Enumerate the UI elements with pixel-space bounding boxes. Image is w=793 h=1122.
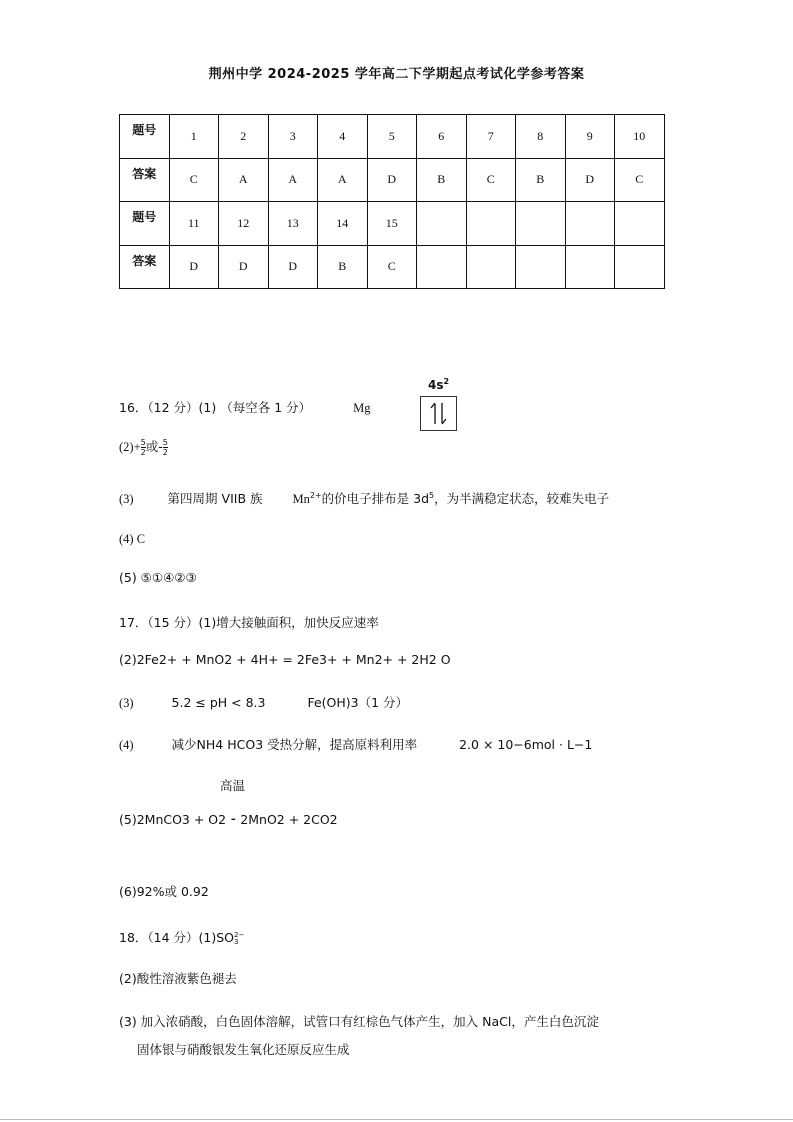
table-cell: 4 (318, 115, 368, 159)
table-cell (516, 245, 566, 289)
table-cell: C (169, 158, 219, 202)
q16-heading (119, 398, 370, 416)
table-cell: D (169, 245, 219, 289)
table-cell (565, 245, 615, 289)
q17-part4: (4) 减少NH4 HCO3 受热分解，提高原料利用率 2.0 × 10−6mol · L−1 (119, 737, 593, 752)
q18-part2: (2)酸性溶液紫色褪去 (119, 971, 237, 986)
q18-part3-line1: (3) 加入浓硝酸，白色固体溶解，试管口有红棕色气体产生，加入 NaCl，产生白色沉淀 (119, 1014, 599, 1029)
table-cell: 9 (565, 115, 615, 159)
page-title: 荆州中学 2024-2025 学年高二下学期起点考试化学参考答案 (208, 67, 585, 82)
q16-part4: (4) C (119, 532, 146, 546)
table-cell: 14 (318, 202, 368, 246)
answer-table (119, 114, 665, 289)
row-label: 题号 (120, 202, 170, 246)
table-cell: 12 (219, 202, 269, 246)
table-cell: 15 (367, 202, 417, 246)
q17-heading: 17．（15 分）(1)增大接触面积，加快反应速率 (119, 615, 379, 630)
row-label: 答案 (120, 158, 170, 202)
q16-part3: (3) 第四周期 VIIB 族 $Mn^{2+}$的价电子排布是 $3d^5$，为半满稳定状态，较难失电子 (119, 490, 610, 506)
table-cell (516, 202, 566, 246)
table-cell: 10 (615, 115, 665, 159)
table-cell: B (516, 158, 566, 202)
table-cell: 8 (516, 115, 566, 159)
row-label: 题号 (120, 115, 170, 159)
q17-part2: (2)2Fe2+ + MnO2 + 4H+ = 2Fe3+ + Mn2+ + 2H2 O (119, 652, 451, 667)
fraction: $\frac{5}{2}$ (140, 438, 146, 457)
table-cell: C (615, 158, 665, 202)
q18-heading: 18．（14 分）(1)SO 2− 3 (119, 930, 245, 946)
q17-part5: (5)2MnCO3 + O2 ⁃ 2MnO2 + 2CO2 (119, 812, 338, 827)
table-row (120, 158, 665, 202)
table-row (120, 115, 665, 159)
table-cell: A (219, 158, 269, 202)
table-row (120, 202, 665, 246)
q17-condition: 高温 (220, 778, 246, 793)
table-cell (417, 202, 467, 246)
q16-mg: Mg (353, 401, 371, 415)
table-cell: C (367, 245, 417, 289)
table-cell: 1 (169, 115, 219, 159)
table-cell: D (565, 158, 615, 202)
table-cell: 3 (268, 115, 318, 159)
table-cell: 11 (169, 202, 219, 246)
table-cell (615, 245, 665, 289)
table-cell: B (417, 158, 467, 202)
table-cell: B (318, 245, 368, 289)
q18-part3-line2: 固体银与硝酸银发生氧化还原反应生成 (137, 1042, 350, 1057)
table-cell: D (367, 158, 417, 202)
table-cell: D (268, 245, 318, 289)
spin-arrows-icon (421, 397, 456, 430)
q16-head-text: 16．（12 分）(1) （每空各 1 分） (119, 400, 312, 415)
page-divider (0, 1119, 793, 1120)
table-cell (466, 245, 516, 289)
q16-part5: (5) ⑤①④②③ (119, 570, 197, 585)
orbital-box (420, 396, 457, 431)
table-row (120, 245, 665, 289)
table-cell: 13 (268, 202, 318, 246)
row-label: 答案 (120, 245, 170, 289)
table-cell (565, 202, 615, 246)
table-cell: A (268, 158, 318, 202)
orbital-label: $4s^2$ (428, 377, 450, 392)
table-cell: 7 (466, 115, 516, 159)
q17-part6: (6)92%或 0.92 (119, 884, 209, 899)
table-cell: 6 (417, 115, 467, 159)
table-cell: 5 (367, 115, 417, 159)
table-cell: A (318, 158, 368, 202)
fraction: $\frac{5}{2}$ (162, 438, 168, 457)
table-cell: 2 (219, 115, 269, 159)
table-cell (466, 202, 516, 246)
table-cell (417, 245, 467, 289)
table-cell (615, 202, 665, 246)
table-cell: C (466, 158, 516, 202)
q17-part3: (3) 5.2 ≤ pH < 8.3 Fe(OH)3（1 分） (119, 695, 409, 710)
q16-part2: (2)+ $\frac{5}{2}$ 或- $\frac{5}{2}$ (119, 438, 168, 457)
table-cell: D (219, 245, 269, 289)
